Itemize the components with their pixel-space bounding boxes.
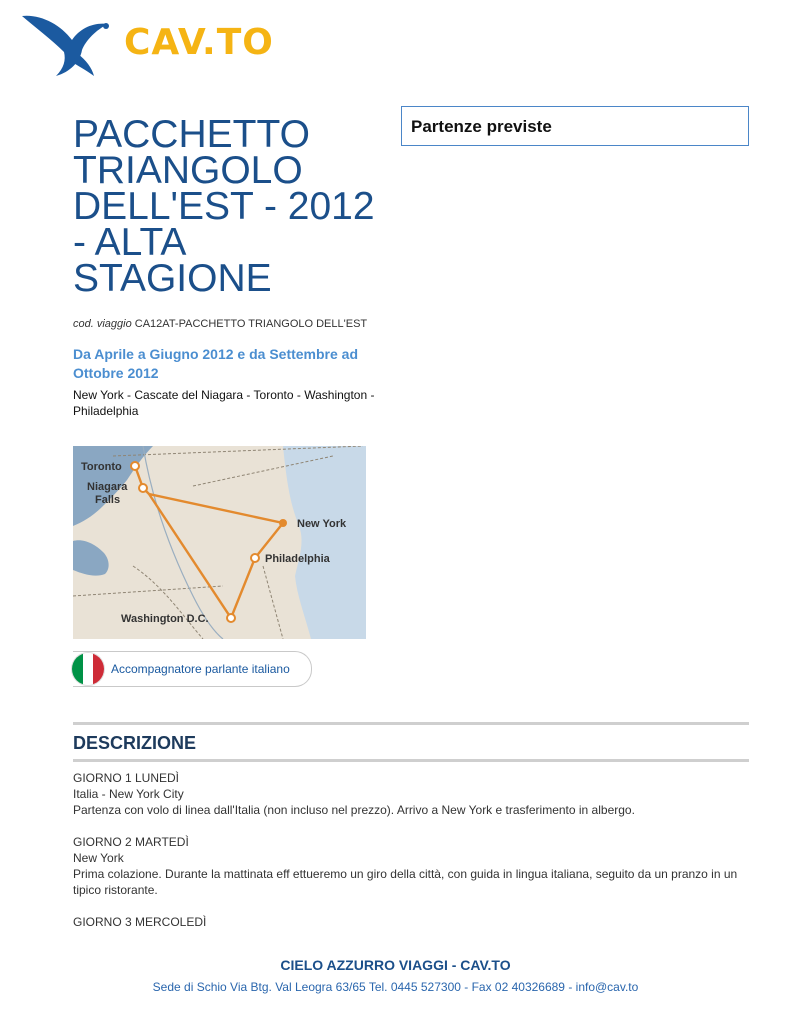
label-niagara-2: Falls bbox=[95, 494, 121, 506]
company-logo bbox=[20, 10, 274, 80]
itinerary bbox=[73, 770, 753, 946]
trip-route: New York - Cascate del Niagara - Toronto - Washington - Philadelphia bbox=[73, 388, 375, 418]
italian-guide-badge bbox=[73, 651, 312, 687]
day-entry bbox=[73, 914, 753, 930]
day-entry bbox=[73, 834, 753, 898]
niagara-marker bbox=[139, 484, 147, 492]
washington-marker bbox=[227, 614, 235, 622]
footer-company: CIELO AZZURRO VIAGGI - CAV.TO bbox=[280, 957, 511, 973]
divider-bottom bbox=[73, 759, 749, 762]
trip-code-value: CA12AT-PACCHETTO TRIANGOLO DELL'EST bbox=[134, 318, 368, 330]
route-map bbox=[73, 446, 366, 639]
label-toronto: Toronto bbox=[81, 461, 122, 473]
label-washington: Washington D.C. bbox=[121, 613, 209, 625]
italian-guide-label: Accompagnatore parlante italiano bbox=[111, 662, 290, 676]
day-place: New York bbox=[73, 851, 124, 865]
divider-top bbox=[73, 722, 749, 725]
philadelphia-marker bbox=[251, 554, 259, 562]
day-entry bbox=[73, 770, 753, 818]
day-title: GIORNO 1 LUNEDÌ bbox=[73, 771, 180, 785]
toronto-marker bbox=[131, 462, 139, 470]
day-place: Italia - New York City bbox=[73, 787, 184, 801]
italian-flag-icon bbox=[72, 653, 104, 685]
departures-title: Partenze previste bbox=[411, 117, 552, 136]
trip-code bbox=[73, 318, 367, 330]
footer-address: Sede di Schio Via Btg. Val Leogra 63/65 Tel. 0445 527300 - Fax 02 40326689 - info@cav.to bbox=[152, 980, 639, 994]
day-title: GIORNO 3 MERCOLEDÌ bbox=[73, 915, 207, 929]
label-niagara-1: Niagara bbox=[87, 481, 128, 493]
day-text: Partenza con volo di linea dall'Italia (non incluso nel prezzo). Arrivo a New York e trasferimento in albergo. bbox=[73, 803, 635, 817]
bird-logo-icon bbox=[20, 10, 120, 80]
newyork-marker bbox=[279, 519, 287, 527]
day-title: GIORNO 2 MARTEDÌ bbox=[73, 835, 189, 849]
departures-box bbox=[401, 106, 749, 146]
label-newyork: New York bbox=[297, 518, 347, 530]
description-heading: DESCRIZIONE bbox=[73, 733, 197, 753]
trip-period: Da Aprile a Giugno 2012 e da Settembre ad Ottobre 2012 bbox=[73, 346, 359, 381]
logo-wordmark: CAV.TO bbox=[124, 22, 274, 63]
page-title: PACCHETTO TRIANGOLO DELL'EST - 2012 - ALTA STAGIONE bbox=[73, 113, 375, 300]
day-text: Prima colazione. Durante la mattinata eff ettueremo un giro della città, con guida in lingua italiana, seguito da un pranzo in un tipico ristorante. bbox=[73, 867, 738, 897]
label-philadelphia: Philadelphia bbox=[265, 553, 330, 565]
trip-code-label: cod. viaggio bbox=[73, 318, 132, 330]
